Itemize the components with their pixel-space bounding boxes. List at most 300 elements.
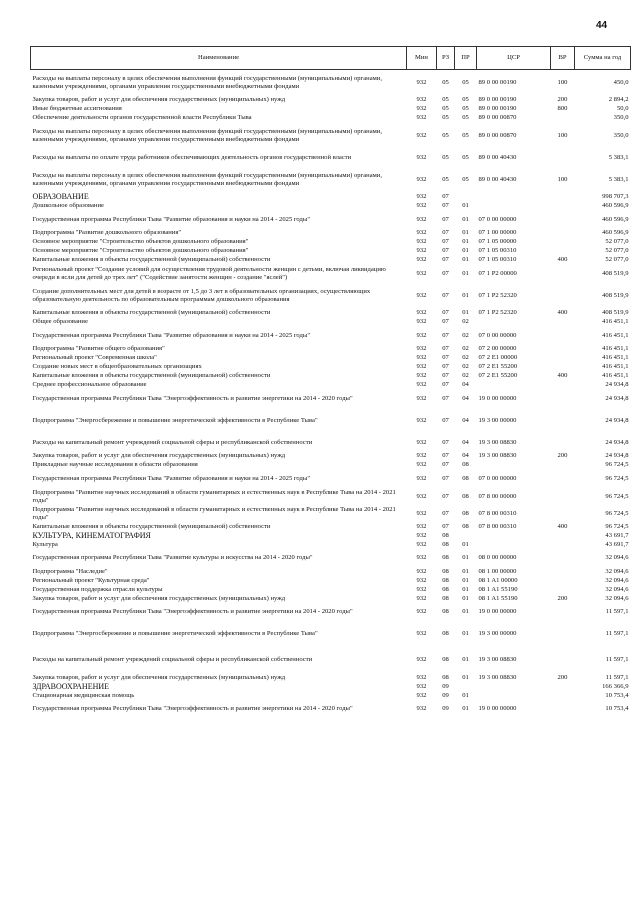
cell-sum: 32 094,6	[605, 594, 629, 602]
cell-min: 932	[416, 381, 427, 389]
cell-csr: 19 3 00 08830	[478, 452, 517, 460]
cell-vr: 400	[557, 309, 568, 317]
cell-vr	[551, 408, 575, 434]
cell-name: Культура	[32, 540, 58, 548]
table-row	[31, 603, 631, 621]
table-header	[31, 47, 631, 70]
cell-min: 932	[416, 175, 427, 183]
cell-min: 932	[416, 318, 427, 326]
header-name: Наименование	[31, 47, 407, 70]
header-rz: РЗ	[437, 47, 455, 70]
cell-sum: 5 383,1	[608, 175, 629, 183]
cell-rz: 05	[442, 105, 449, 113]
table-body	[31, 70, 631, 719]
cell-csr: 07 1 05 00000	[478, 238, 517, 246]
cell-rz: 07	[442, 238, 449, 246]
cell-csr: 08 1 A1 55190	[478, 585, 518, 593]
cell-csr	[477, 193, 551, 202]
cell-pr: 05	[462, 105, 469, 113]
cell-csr: 19 3 00 00000	[478, 630, 517, 638]
table-row	[31, 700, 631, 718]
page-number: 44	[596, 20, 608, 31]
cell-rz: 07	[442, 452, 449, 460]
cell-vr: 200	[557, 673, 568, 681]
cell-pr: 01	[462, 673, 469, 681]
table-row	[31, 105, 631, 114]
table-row	[31, 309, 631, 318]
cell-vr	[551, 461, 575, 470]
cell-sum: 32 094,6	[605, 567, 629, 575]
cell-csr: 89 0 00 40430	[478, 153, 517, 161]
cell-pr: 01	[462, 256, 469, 264]
cell-pr: 04	[462, 452, 469, 460]
cell-rz: 08	[442, 594, 449, 602]
cell-csr: 89 0 00 00190	[478, 96, 517, 104]
cell-vr	[551, 434, 575, 452]
cell-csr: 89 0 00 00190	[478, 105, 517, 113]
cell-vr: 100	[557, 78, 568, 86]
cell-pr: 01	[462, 247, 469, 255]
cell-pr: 04	[462, 438, 469, 446]
table-row	[31, 506, 631, 522]
cell-csr: 19 3 00 08830	[478, 438, 517, 446]
cell-rz: 07	[442, 309, 449, 317]
cell-name: Закупка товаров, работ и услуг для обеспечения государственных (муниципальных) нужд	[32, 594, 286, 602]
table-row	[31, 247, 631, 256]
cell-min: 932	[416, 608, 427, 616]
table-row	[31, 390, 631, 408]
table-row	[31, 647, 631, 673]
header-sum: Сумма на год	[575, 47, 631, 70]
cell-sum: 96 724,5	[605, 492, 629, 500]
cell-pr: 04	[462, 381, 469, 389]
table-row	[31, 149, 631, 167]
cell-sum: 32 094,6	[605, 554, 629, 562]
cell-csr: 07 2 00 00000	[478, 345, 517, 353]
cell-rz: 08	[442, 656, 449, 664]
table-row	[31, 531, 631, 540]
table-row	[31, 576, 631, 585]
cell-vr	[551, 390, 575, 408]
cell-min: 932	[416, 354, 427, 362]
cell-min: 932	[416, 215, 427, 223]
cell-name: Государственная программа Республики Тыва "Развитие образования и науки на 2014 - 2025 годы"	[32, 474, 311, 482]
header-csr: ЦСР	[477, 47, 551, 70]
cell-sum: 96 724,5	[605, 474, 629, 482]
cell-pr: 08	[462, 510, 469, 518]
cell-min: 932	[416, 461, 427, 469]
cell-csr: 19 0 00 00000	[478, 705, 517, 713]
cell-min: 932	[416, 691, 427, 699]
cell-csr: 07 0 00 00000	[478, 331, 517, 339]
cell-name: Подпрограмма "Развитие общего образования"	[32, 345, 165, 353]
cell-name: Стационарная медицинская помощь	[32, 691, 135, 699]
cell-csr: 19 3 00 08830	[478, 656, 517, 664]
cell-csr	[477, 381, 551, 390]
cell-name: Расходы на выплаты персоналу в целях обеспечения выполнения функций государственными (муниципальными) органами, казенными учреждениями, органами управления государственными внебюджетными фондами	[32, 127, 382, 143]
budget-table	[30, 46, 631, 718]
cell-name: Среднее профессиональное образование	[32, 381, 147, 389]
cell-name: КУЛЬТУРА, КИНЕМАТОГРАФИЯ	[32, 530, 151, 540]
cell-min: 932	[416, 522, 427, 530]
cell-sum: 24 934,8	[605, 394, 629, 402]
cell-vr	[551, 691, 575, 700]
cell-sum: 408 519,9	[602, 309, 629, 317]
cell-min: 932	[416, 673, 427, 681]
cell-csr: 07 1 05 00310	[478, 256, 517, 264]
cell-name: Подпрограмма "Энергосбережение и повышение энергетической эффективности в Республике Тыва"	[32, 630, 318, 638]
cell-min: 932	[416, 474, 427, 482]
cell-csr: 07 0 00 00000	[478, 474, 517, 482]
cell-rz: 05	[442, 153, 449, 161]
cell-pr: 01	[462, 567, 469, 575]
cell-sum: 166 366,9	[602, 682, 629, 690]
cell-csr	[477, 682, 551, 691]
cell-csr: 07 8 00 00310	[478, 510, 517, 518]
cell-csr: 19 3 00 08830	[478, 673, 517, 681]
cell-csr: 19 3 00 00000	[478, 416, 517, 424]
cell-pr: 02	[462, 363, 469, 371]
cell-name: Расходы на выплаты по оплате труда работников обеспечивающих деятельность органов государственной власти	[32, 153, 352, 161]
cell-min: 932	[416, 394, 427, 402]
header-vr: ВР	[551, 47, 575, 70]
cell-pr: 02	[462, 318, 469, 326]
cell-csr	[477, 691, 551, 700]
table-row	[31, 585, 631, 594]
cell-rz: 05	[442, 114, 449, 122]
cell-pr: 05	[462, 78, 469, 86]
table-row	[31, 70, 631, 97]
cell-sum: 96 724,5	[605, 522, 629, 530]
cell-csr: 07 0 00 00000	[478, 215, 517, 223]
cell-min: 932	[416, 682, 427, 690]
cell-csr: 19 0 00 00000	[478, 394, 517, 402]
table-row	[31, 114, 631, 123]
cell-sum: 5 383,1	[608, 153, 629, 161]
cell-name: Общее образование	[32, 318, 88, 326]
cell-pr: 08	[462, 474, 469, 482]
cell-min: 932	[416, 492, 427, 500]
cell-csr: 07 1 P2 00000	[478, 269, 517, 277]
cell-vr	[551, 149, 575, 167]
table-row	[31, 363, 631, 372]
cell-vr: 400	[557, 372, 568, 380]
cell-pr: 01	[462, 630, 469, 638]
cell-rz: 07	[442, 522, 449, 530]
cell-sum: 408 519,9	[602, 269, 629, 277]
cell-rz: 07	[442, 202, 449, 210]
cell-rz: 08	[442, 585, 449, 593]
cell-rz: 08	[442, 531, 449, 539]
cell-csr: 89 0 00 40430	[478, 175, 517, 183]
cell-csr: 08 1 00 00000	[478, 567, 517, 575]
cell-pr: 01	[462, 269, 469, 277]
cell-name: Иные бюджетные ассигнования	[32, 105, 122, 113]
cell-rz: 07	[442, 416, 449, 424]
cell-rz: 07	[442, 269, 449, 277]
cell-min: 932	[416, 372, 427, 380]
cell-pr: 01	[462, 594, 469, 602]
cell-vr	[551, 647, 575, 673]
cell-name: Закупка товаров, работ и услуг для обеспечения государственных (муниципальных) нужд	[32, 96, 286, 104]
cell-rz: 07	[442, 438, 449, 446]
cell-pr: 01	[462, 705, 469, 713]
cell-sum: 10 753,4	[605, 705, 629, 713]
cell-sum: 43 691,7	[605, 540, 629, 548]
table-row	[31, 673, 631, 682]
cell-name: Государственная программа Республики Тыва "Энергоэффективность и развитие энергетики на 2014 - 2020 годы"	[32, 394, 353, 402]
cell-sum: 24 934,8	[605, 381, 629, 389]
cell-name: Подпрограмма "Энергосбережение и повышение энергетической эффективности в Республике Тыва"	[32, 416, 318, 424]
cell-vr: 400	[557, 522, 568, 530]
cell-pr: 02	[462, 331, 469, 339]
cell-pr: 01	[462, 309, 469, 317]
cell-sum: 43 691,7	[605, 531, 629, 539]
cell-rz: 07	[442, 461, 449, 469]
cell-csr	[477, 461, 551, 470]
cell-rz: 07	[442, 363, 449, 371]
cell-rz: 05	[442, 78, 449, 86]
cell-vr	[551, 354, 575, 363]
cell-min: 932	[416, 345, 427, 353]
cell-vr	[551, 247, 575, 256]
cell-rz: 09	[442, 705, 449, 713]
cell-rz: 07	[442, 215, 449, 223]
cell-sum: 416 451,1	[602, 363, 629, 371]
cell-min: 932	[416, 567, 427, 575]
cell-min: 932	[416, 193, 427, 201]
table-row	[31, 211, 631, 229]
cell-sum: 52 077,0	[605, 256, 629, 264]
cell-sum: 460 596,9	[602, 215, 629, 223]
cell-name: Создание дополнительных мест для детей в возрасте от 1,5 до 3 лет в образовательных организациях, осуществляющих образовательную деятельность по образовательным программам дошкольного образования	[32, 287, 371, 303]
cell-vr	[551, 682, 575, 691]
cell-min: 932	[416, 705, 427, 713]
cell-pr: 01	[462, 691, 469, 699]
cell-rz: 08	[442, 608, 449, 616]
cell-name: Государственная программа Республики Тыва "Энергоэффективность и развитие энергетики на 2014 - 2020 годы"	[32, 705, 353, 713]
cell-csr: 08 1 A1 55190	[478, 594, 518, 602]
cell-vr	[551, 318, 575, 327]
cell-rz: 05	[442, 96, 449, 104]
cell-sum: 416 451,1	[602, 331, 629, 339]
cell-min: 932	[416, 247, 427, 255]
table-row	[31, 229, 631, 238]
table-row	[31, 540, 631, 549]
cell-pr: 04	[462, 394, 469, 402]
cell-vr: 200	[557, 594, 568, 602]
cell-name: Расходы на выплаты персоналу в целях обеспечения выполнения функций государственными (муниципальными) органами, казенными учреждениями, органами управления государственными внебюджетными фондами	[32, 74, 382, 90]
cell-rz: 07	[442, 492, 449, 500]
cell-vr	[551, 585, 575, 594]
cell-vr	[551, 193, 575, 202]
cell-vr	[551, 506, 575, 522]
cell-sum: 32 094,6	[605, 585, 629, 593]
cell-rz: 07	[442, 394, 449, 402]
cell-min: 932	[416, 269, 427, 277]
cell-csr: 07 1 P2 52320	[478, 309, 517, 317]
cell-min: 932	[416, 78, 427, 86]
cell-csr: 07 1 05 00310	[478, 247, 517, 255]
cell-csr: 07 8 00 00000	[478, 492, 517, 500]
table-row	[31, 202, 631, 211]
cell-pr: 01	[462, 540, 469, 548]
cell-vr: 200	[557, 96, 568, 104]
cell-vr: 800	[557, 105, 568, 113]
cell-name: Капитальные вложения в объекты государственной (муниципальной) собственности	[32, 256, 271, 264]
cell-rz: 05	[442, 175, 449, 183]
cell-min: 932	[416, 594, 427, 602]
cell-vr	[551, 363, 575, 372]
cell-pr: 05	[462, 175, 469, 183]
cell-name: Расходы на выплаты персоналу в целях обеспечения выполнения функций государственными (муниципальными) органами, казенными учреждениями, органами управления государственными внебюджетными фондами	[32, 171, 382, 187]
table-row	[31, 691, 631, 700]
cell-name: Расходы на капитальный ремонт учреждений социальной сферы и республиканской собственности	[32, 656, 313, 664]
cell-pr: 08	[462, 492, 469, 500]
table-row	[31, 193, 631, 202]
cell-pr: 01	[462, 585, 469, 593]
cell-rz: 07	[442, 510, 449, 518]
table-row	[31, 283, 631, 309]
cell-sum: 408 519,9	[602, 291, 629, 299]
cell-pr	[455, 193, 477, 202]
cell-name: Региональный проект "Культурная среда"	[32, 576, 150, 584]
cell-csr: 08 0 00 00000	[478, 554, 517, 562]
cell-name: Подпрограмма "Наследие"	[32, 567, 108, 575]
cell-pr: 01	[462, 238, 469, 246]
cell-name: Основное мероприятие "Строительство объектов дошкольного образования"	[32, 247, 249, 255]
cell-min: 932	[416, 238, 427, 246]
cell-rz: 07	[442, 193, 449, 201]
cell-name: Создание новых мест в общеобразовательных организациях	[32, 363, 202, 371]
cell-vr	[551, 238, 575, 247]
cell-vr: 100	[557, 131, 568, 139]
cell-rz: 07	[442, 291, 449, 299]
cell-vr: 200	[557, 452, 568, 460]
cell-rz: 07	[442, 256, 449, 264]
cell-sum: 416 451,1	[602, 354, 629, 362]
cell-vr: 100	[557, 175, 568, 183]
table-row	[31, 461, 631, 470]
cell-min: 932	[416, 331, 427, 339]
cell-csr: 89 0 00 00870	[478, 114, 517, 122]
table-row	[31, 434, 631, 452]
cell-csr: 19 0 00 00000	[478, 608, 517, 616]
cell-sum: 350,0	[613, 114, 629, 122]
cell-name: Закупка товаров, работ и услуг для обеспечения государственных (муниципальных) нужд	[32, 452, 286, 460]
table-row	[31, 167, 631, 193]
cell-pr	[455, 531, 477, 540]
table-row	[31, 96, 631, 105]
cell-vr	[551, 470, 575, 488]
cell-sum: 24 934,8	[605, 416, 629, 424]
cell-vr	[551, 549, 575, 567]
cell-csr	[477, 318, 551, 327]
cell-pr: 02	[462, 345, 469, 353]
cell-rz: 07	[442, 229, 449, 237]
cell-sum: 32 094,6	[605, 576, 629, 584]
cell-vr	[551, 540, 575, 549]
cell-name: Капитальные вложения в объекты государственной (муниципальной) собственности	[32, 372, 271, 380]
cell-name: Обеспечение деятельности органов государственной власти Республики Тыва	[32, 114, 252, 122]
cell-vr	[551, 567, 575, 576]
table-row	[31, 470, 631, 488]
cell-pr: 05	[462, 153, 469, 161]
cell-vr	[551, 576, 575, 585]
cell-vr	[551, 381, 575, 390]
cell-sum: 350,0	[613, 131, 629, 139]
cell-sum: 11 597,1	[605, 630, 629, 638]
cell-rz: 08	[442, 540, 449, 548]
cell-vr	[551, 283, 575, 309]
cell-pr: 01	[462, 608, 469, 616]
cell-sum: 96 724,5	[605, 510, 629, 518]
cell-name: Капитальные вложения в объекты государственной (муниципальной) собственности	[32, 522, 271, 530]
cell-name: Подпрограмма "Развитие научных исследований в области гуманитарных и естественных наук в Республике Тыва на 2014 - 2021 годы"	[32, 488, 396, 504]
cell-sum: 24 934,8	[605, 452, 629, 460]
cell-min: 932	[416, 363, 427, 371]
cell-name: ОБРАЗОВАНИЕ	[32, 192, 89, 202]
cell-min: 932	[416, 105, 427, 113]
cell-sum: 2 894,2	[608, 96, 629, 104]
cell-name: Закупка товаров, работ и услуг для обеспечения государственных (муниципальных) нужд	[32, 673, 286, 681]
cell-min: 932	[416, 452, 427, 460]
cell-min: 932	[416, 153, 427, 161]
cell-vr	[551, 345, 575, 354]
cell-name: Капитальные вложения в объекты государственной (муниципальной) собственности	[32, 309, 271, 317]
cell-name: Подпрограмма "Развитие дошкольного образования"	[32, 229, 182, 237]
cell-pr: 01	[462, 229, 469, 237]
cell-vr	[551, 265, 575, 283]
cell-pr: 05	[462, 114, 469, 122]
cell-name: Государственная поддержка отрасли культуры	[32, 585, 163, 593]
cell-min: 932	[416, 229, 427, 237]
cell-name: Прикладные научные исследования в области образования	[32, 461, 198, 469]
cell-sum: 96 724,5	[605, 461, 629, 469]
cell-name: Региональный проект "Современная школа"	[32, 354, 157, 362]
cell-sum: 450,0	[613, 78, 629, 86]
cell-name: Государственная программа Республики Тыва "Развитие образования и науки на 2014 - 2025 годы"	[32, 215, 311, 223]
cell-min: 932	[416, 96, 427, 104]
cell-min: 932	[416, 202, 427, 210]
cell-csr: 07 2 E1 55200	[478, 372, 518, 380]
cell-csr: 07 1 P2 52320	[478, 291, 517, 299]
cell-min: 932	[416, 531, 427, 539]
cell-pr	[455, 682, 477, 691]
cell-min: 932	[416, 416, 427, 424]
cell-pr: 02	[462, 372, 469, 380]
cell-rz: 08	[442, 554, 449, 562]
cell-name: Региональный проект "Создание условий для осуществления трудовой деятельности женщин с детьми, включая ликвидацию очереди в ясли для детей до трех лет" ("Содействие занятости женщин - создание "яслей")	[32, 265, 386, 281]
table-row	[31, 594, 631, 603]
cell-min: 932	[416, 309, 427, 317]
cell-vr	[551, 603, 575, 621]
cell-sum: 416 451,1	[602, 318, 629, 326]
cell-min: 932	[416, 585, 427, 593]
cell-vr	[551, 202, 575, 211]
cell-min: 932	[416, 256, 427, 264]
cell-sum: 10 753,4	[605, 691, 629, 699]
cell-sum: 24 934,8	[605, 438, 629, 446]
cell-sum: 52 077,0	[605, 238, 629, 246]
table-row	[31, 345, 631, 354]
cell-name: Государственная программа Республики Тыва "Развитие культуры и искусства на 2014 - 2020 годы"	[32, 554, 313, 562]
cell-sum: 460 596,9	[602, 202, 629, 210]
cell-pr: 08	[462, 522, 469, 530]
cell-rz: 08	[442, 567, 449, 575]
cell-rz: 07	[442, 318, 449, 326]
cell-rz: 05	[442, 131, 449, 139]
